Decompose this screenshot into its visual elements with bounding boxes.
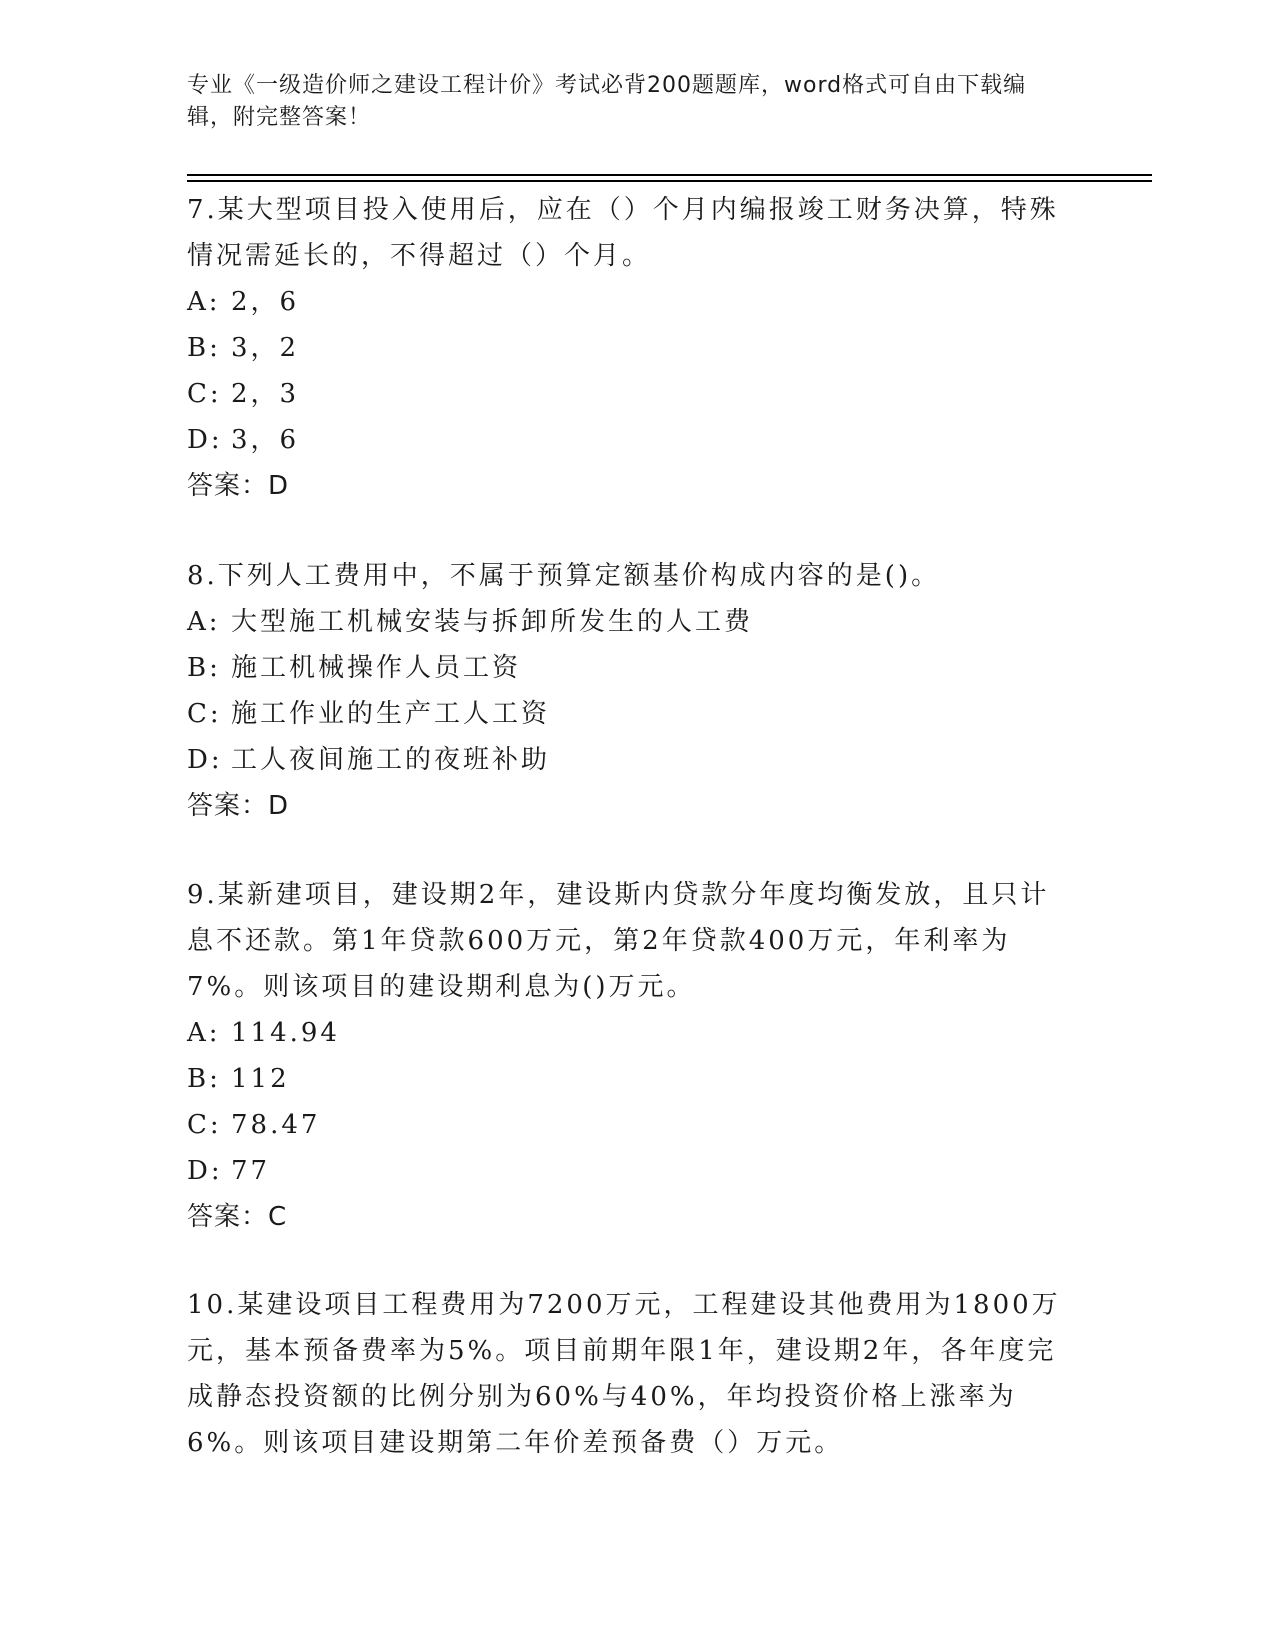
option-b xyxy=(187,325,1077,371)
option-text: 3，2 xyxy=(231,333,300,363)
option-key: C: xyxy=(187,1110,222,1140)
option-text: 114.94 xyxy=(231,1018,340,1048)
option-a xyxy=(187,279,1077,325)
answer-line: 答案：D xyxy=(187,791,290,821)
option-text: 施工机械操作人员工资 xyxy=(231,653,522,683)
header-divider-top xyxy=(187,174,1152,176)
option-key: D: xyxy=(187,425,223,455)
option-key: C: xyxy=(187,699,222,729)
option-d xyxy=(187,737,1077,783)
question-stem: 8.下列人工费用中，不属于预算定额基价构成内容的是()。 xyxy=(187,561,941,591)
option-key: A: xyxy=(187,607,221,637)
option-text: 112 xyxy=(231,1064,290,1094)
option-text: 78.47 xyxy=(231,1110,321,1140)
option-key: B: xyxy=(187,333,221,363)
option-text: 2，6 xyxy=(231,287,300,317)
header-divider-bottom xyxy=(187,180,1152,182)
option-a xyxy=(187,1010,1077,1056)
answer-line: 答案：C xyxy=(187,1202,288,1232)
option-text: 2，3 xyxy=(231,379,300,409)
option-d xyxy=(187,417,1077,463)
option-key: A: xyxy=(187,1018,221,1048)
option-key: D: xyxy=(187,1156,223,1186)
question-stem: 10.某建设项目工程费用为7200万元，工程建设其他费用为1800万元，基本预备费率为5%。项目前期年限1年，建设期2年，各年度完成静态投资额的比例分别为60%与40%，年均投资价格上涨率为6%。则该项目建设期第二年价差预备费（）万元。 xyxy=(187,1290,1061,1458)
option-text: 3，6 xyxy=(231,425,300,455)
question-7 xyxy=(187,187,1077,509)
option-c xyxy=(187,371,1077,417)
option-c xyxy=(187,1102,1077,1148)
option-text: 工人夜间施工的夜班补助 xyxy=(231,745,551,775)
option-key: A: xyxy=(187,287,221,317)
option-text: 77 xyxy=(231,1156,271,1186)
option-key: C: xyxy=(187,379,222,409)
option-key: B: xyxy=(187,1064,221,1094)
option-key: D: xyxy=(187,745,223,775)
option-text: 施工作业的生产工人工资 xyxy=(231,699,551,729)
question-stem: 7.某大型项目投入使用后，应在（）个月内编报竣工财务决算，特殊情况需延长的，不得超过（）个月。 xyxy=(187,195,1059,271)
option-b xyxy=(187,1056,1077,1102)
option-d xyxy=(187,1148,1077,1194)
question-stem: 9.某新建项目，建设期2年，建设斯内贷款分年度均衡发放，且只计息不还款。第1年贷款600万元，第2年贷款400万元，年利率为7%。则该项目的建设期利息为()万元。 xyxy=(187,880,1050,1002)
answer-line: 答案：D xyxy=(187,471,290,501)
document-header: 专业《一级造价师之建设工程计价》考试必背200题题库，word格式可自由下载编辑，附完整答案！ xyxy=(187,73,1027,130)
option-c xyxy=(187,691,1077,737)
option-text: 大型施工机械安装与拆卸所发生的人工费 xyxy=(231,607,754,637)
option-b xyxy=(187,645,1077,691)
option-a xyxy=(187,599,1077,645)
option-key: B: xyxy=(187,653,221,683)
question-8 xyxy=(187,553,1077,829)
question-9 xyxy=(187,872,1077,1240)
question-10 xyxy=(187,1282,1077,1466)
